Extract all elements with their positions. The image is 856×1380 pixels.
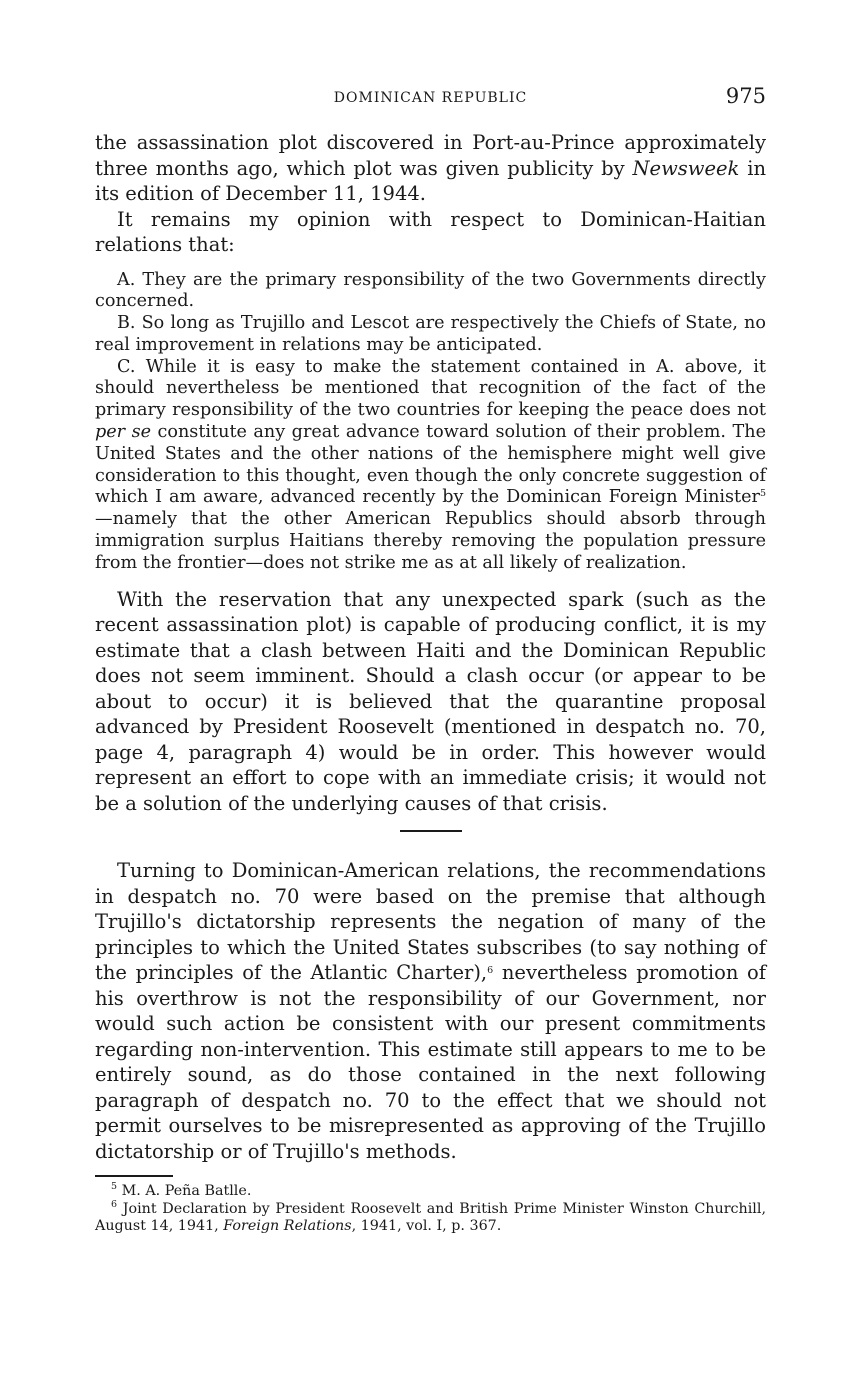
list-item-b: B. So long as Trujillo and Lescot are respectively the Chiefs of State, no real improvement in relations may be anticipated. bbox=[95, 313, 766, 355]
paragraph-3: With the reservation that any unexpected spark (such as the recent assassination plot) is capable of producing conflict, it is my estimate that a clash between Haiti and the Dominican Republic does not seem imminent. Should a clash occur (or appear to be about to occur) it is believed that the quarantine proposal advanced by President Roosevelt (mentioned in despatch no. 70, page 4, paragraph 4) would be in order. This however would represent an effort to cope with an immediate crisis; it would not be a solution of the underlying causes of that crisis. bbox=[95, 587, 766, 815]
footnote-divider bbox=[95, 1175, 173, 1177]
footnotes bbox=[95, 1183, 766, 1236]
foreign-relations-italic: Foreign Relations bbox=[223, 1218, 352, 1234]
footnote-5: $^5$ M. A. Peña Batlle. bbox=[111, 1181, 252, 1199]
paragraph-2: It remains my opinion with respect to Dominican-Haitian relations that: bbox=[95, 207, 766, 256]
paragraph-4: Turning to Dominican-American relations, the recommendations in despatch no. 70 were based on the premise that although Trujillo's dictatorship represents the negation of many of the principles to which the United States subscribes (to say nothing of the principles of the Atlantic Charter),$^6$ nevertheless promotion of his overthrow is not the responsibility of our Government, nor would such action be consistent with our present commitments regarding non-intervention. This estimate still appears to me to be entirely sound, as do those contained in the next following paragraph of despatch no. 70 to the effect that we should not permit ourselves to be misrepresented as approving of the Trujillo dictatorship or of Trujillo's methods. bbox=[95, 859, 767, 1163]
section-divider bbox=[400, 830, 462, 832]
list-item-a: A. They are the primary responsibility of the two Governments directly concerned. bbox=[95, 269, 766, 312]
page-number: 975 bbox=[725, 84, 766, 108]
footnote-6: $^6$ Joint Declaration by President Roosevelt and British Prime Minister Winston Churchill, August 14, 1941, Foreign Relations, 1941, vol. I, p. 367. bbox=[95, 1198, 766, 1234]
list-item-c: C. While it is easy to make the statement contained in A. above, it should nevertheless be mentioned that recognition of the fact of the primary responsibility of the two countries for keeping the peace does not per se constitute any great advance toward solution of their problem. The United States and the other nations of the hemisphere might well give consideration to this thought, even though the only concrete suggestion of which I am aware, advanced recently by the Dominican Foreign Minister$^5$—namely that the other American Republics should absorb through immigration surplus Haitians thereby removing the population pressure from the frontier—does not strike me as at all likely of realization. bbox=[95, 356, 766, 573]
newsweek-italic: Newsweek bbox=[632, 156, 740, 180]
body-text bbox=[95, 130, 766, 1164]
running-head: DOMINICAN REPUBLIC bbox=[333, 90, 528, 106]
per-se-italic: per se bbox=[95, 422, 152, 443]
footnote-ref-6[interactable]: 6 bbox=[487, 965, 494, 977]
paragraph-1: the assassination plot discovered in Port-au-Prince approximately three months ago, which plot was given publicity by Newsweek in its edition of December 11, 1944. bbox=[95, 131, 767, 205]
footnote-ref-5[interactable]: 5 bbox=[759, 488, 766, 500]
page-header bbox=[95, 84, 766, 114]
